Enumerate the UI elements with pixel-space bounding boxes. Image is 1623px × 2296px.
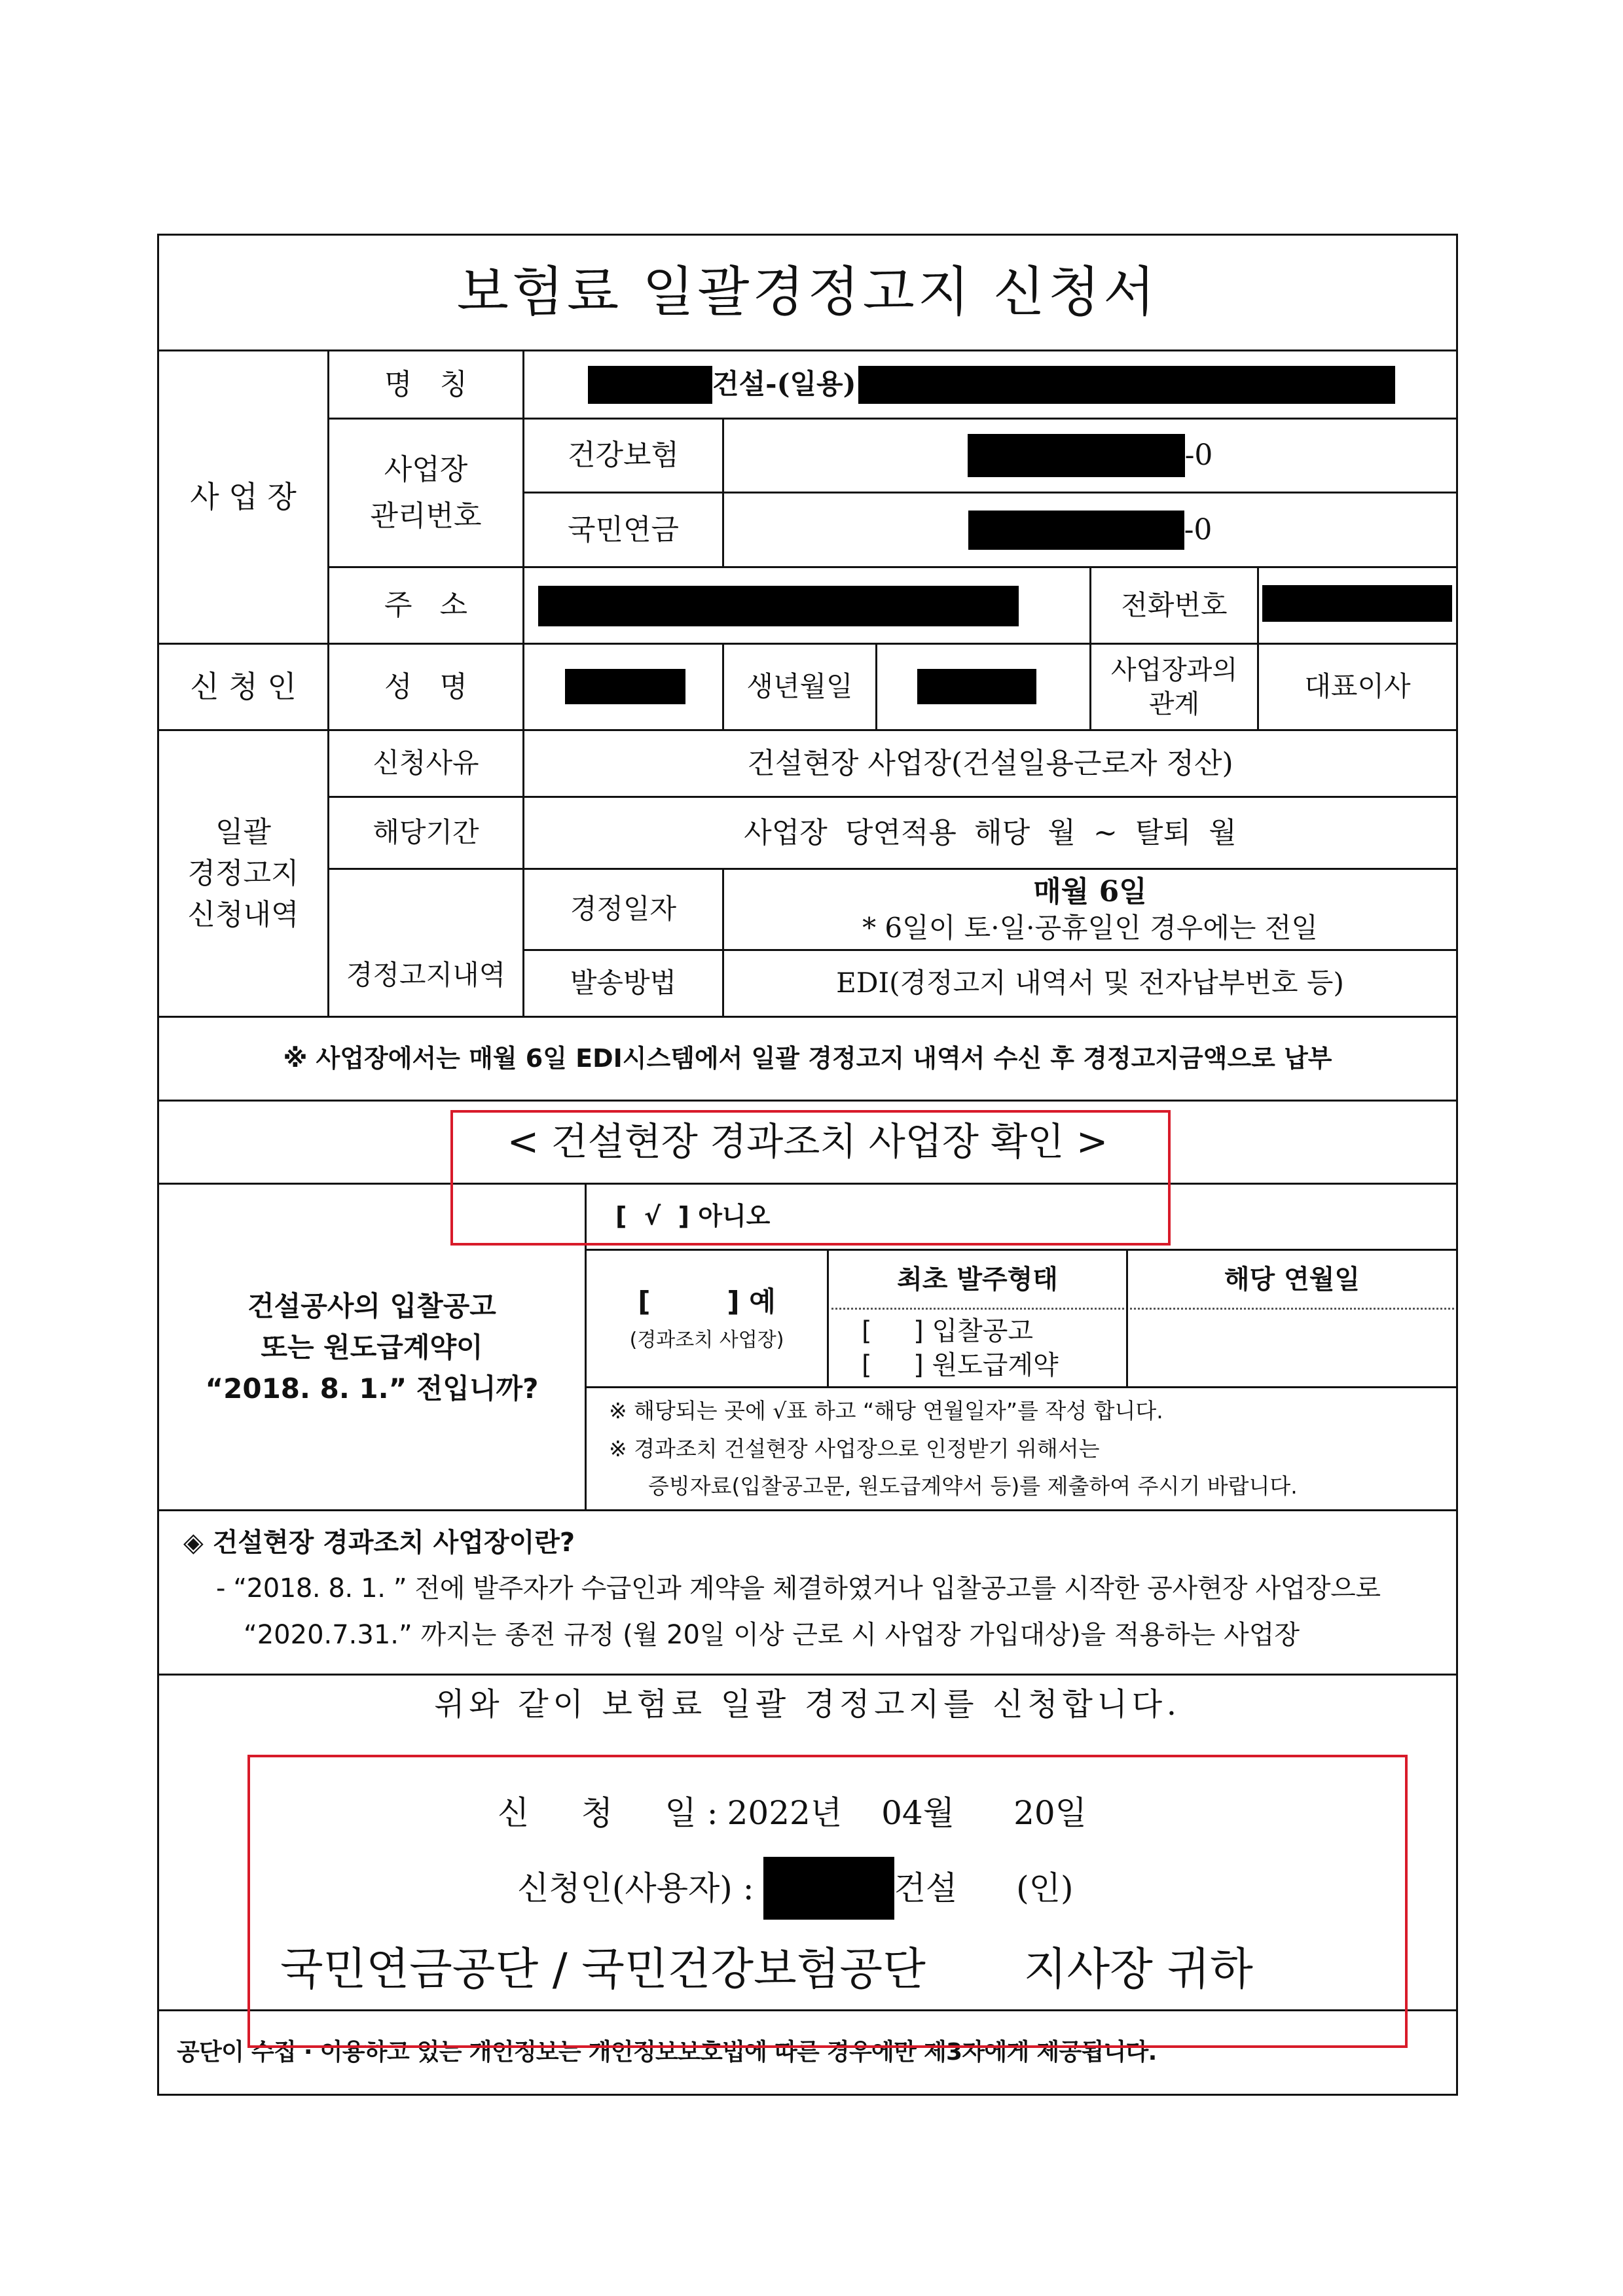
correction-date-label: 경정일자	[570, 893, 677, 925]
first-order-type-header: 최초 발주형태	[897, 1264, 1058, 1295]
seal-mark: (인)	[1016, 1869, 1074, 1907]
redaction-bar	[588, 366, 712, 404]
definition-heading: ◈ 건설현장 경과조치 사업장이란?	[183, 1528, 575, 1558]
order-option-contract[interactable]: [ ] 원도급계약	[862, 1350, 1059, 1380]
option-yes-label: [ ] 예	[638, 1285, 776, 1318]
management-number-label	[329, 420, 522, 566]
rule	[157, 1509, 1458, 1511]
birth-date-label: 생년월일	[746, 670, 853, 703]
recipient-suffix: 지사장 귀하	[1023, 1943, 1253, 1996]
correction-date-note: * 6일이 토·일·공휴일인 경우에는 전일	[862, 911, 1318, 944]
relevant-date-input[interactable]	[1128, 1310, 1456, 1386]
relation-label-line1: 사업장과의	[1110, 655, 1238, 685]
details-section-line2: 경정고지	[187, 856, 299, 890]
option-yes[interactable]	[587, 1251, 827, 1386]
transition-note-3: 증빙자료(입찰공고문, 원도급계약서 등)를 제출하여 주시기 바랍니다.	[648, 1473, 1298, 1499]
correction-date-main: 매월 6일	[1033, 874, 1147, 908]
address-label: 주 소	[384, 588, 467, 622]
transition-question-line3: “2018. 8. 1.” 전입니까?	[205, 1372, 539, 1405]
management-number-label-line2: 관리번호	[370, 499, 482, 533]
rule-bottom	[157, 2094, 1458, 2096]
application-day[interactable]: 20일	[1013, 1793, 1087, 1832]
business-name-value	[588, 351, 1452, 418]
applicant-section-label: 신 청 인	[190, 668, 297, 704]
declaration: 위와 같이 보험료 일괄 경정고지를 신청합니다.	[434, 1685, 1181, 1723]
redaction-bar	[858, 366, 1395, 404]
relation-label-line2: 관계	[1148, 689, 1200, 719]
applicant-employer-label: 신청인(사용자) :	[517, 1869, 754, 1907]
red-highlight-transition	[450, 1110, 1171, 1246]
privacy-footer: 공단이 수집 · 이용하고 있는 개인정보는 개인정보보호법에 따른 경우에만 제3자에게 제공됩니다.	[177, 2038, 1157, 2066]
transition-question-line2: 또는 원도급계약이	[261, 1331, 483, 1363]
application-date-label: 신 청 일 :	[498, 1793, 718, 1832]
definition-line-2: “2020.7.31.” 까지는 종전 규정 (월 20일 이상 근로 시 사업장 가입대상)을 적용하는 사업장	[244, 1620, 1300, 1650]
transition-note-2: ※ 경과조치 건설현장 사업장으로 인정받기 위해서는	[609, 1435, 1100, 1462]
applicant-name-label: 성 명	[384, 670, 467, 704]
form-title: 보험료 일괄경정고지 신청서	[456, 260, 1159, 323]
national-pension-number	[724, 493, 1456, 566]
applicant-name-redaction	[565, 669, 685, 704]
recipient-organization: 국민연금공단 / 국민건강보험공단	[280, 1943, 926, 1996]
reason-label: 신청사유	[373, 747, 479, 780]
national-pension-label: 국민연금	[567, 512, 679, 547]
period-label: 해당기간	[373, 816, 479, 849]
payment-notice: ※ 사업장에서는 매월 6일 EDI시스템에서 일괄 경정고지 내역서 수신 후 경정고지금액으로 납부	[283, 1043, 1332, 1073]
relation-value: 대표이사	[1304, 670, 1411, 703]
red-highlight-signature	[247, 1755, 1408, 2048]
applicant-company-suffix: 건설	[894, 1869, 958, 1907]
option-no[interactable]: [ √ ] 아니오	[615, 1202, 771, 1231]
relation-label	[1091, 645, 1257, 729]
transition-question-line1: 건설공사의 입찰공고	[247, 1289, 496, 1322]
relevant-date-header: 해당 연월일	[1224, 1264, 1360, 1295]
business-name-label: 명 칭	[384, 367, 467, 401]
phone-redaction	[1262, 585, 1452, 622]
business-name-text: 건설-(일용)	[712, 368, 856, 401]
correction-date-value	[724, 870, 1456, 949]
address-redaction	[538, 586, 1019, 626]
transition-heading: < 건설현장 경과조치 사업장 확인 >	[507, 1119, 1108, 1164]
order-option-bid[interactable]: [ ] 입찰공고	[862, 1316, 1034, 1346]
option-yes-sublabel: (경과조치 사업장)	[629, 1329, 784, 1352]
delivery-method-label: 발송방법	[570, 967, 677, 999]
management-number-label-line1: 사업장	[384, 452, 468, 486]
col-rule	[875, 643, 877, 729]
application-year[interactable]: 2022년	[727, 1793, 843, 1832]
redaction-bar	[968, 511, 1184, 550]
details-section-label	[159, 731, 327, 1016]
period-value: 사업장 당연적용 해당 월 ~ 탈퇴 월	[744, 816, 1237, 850]
delivery-method-value: EDI(경정고지 내역서 및 전자납부번호 등)	[836, 967, 1344, 999]
details-section-line3: 신청내역	[187, 898, 299, 932]
transition-notes	[609, 1388, 1453, 1509]
redaction-bar	[968, 434, 1185, 477]
health-insurance-suffix: -0	[1184, 439, 1213, 473]
transition-note-1: ※ 해당되는 곳에 √표 하고 “해당 연월일자”를 작성 합니다.	[609, 1397, 1163, 1424]
definition-line-1: - “2018. 8. 1. ” 전에 발주자가 수급인과 계약을 체결하였거나 입찰공고를 시작한 공사현장 사업장으로	[216, 1573, 1381, 1604]
notice-details-label: 경정고지내역	[346, 959, 506, 992]
first-order-type-options	[829, 1310, 1126, 1386]
reason-value: 건설현장 사업장(건설일용근로자 정산)	[747, 746, 1233, 780]
national-pension-suffix: -0	[1184, 512, 1213, 547]
application-month[interactable]: 04월	[881, 1793, 955, 1832]
border-right	[1456, 234, 1458, 2096]
details-section-line1: 일괄	[215, 815, 271, 849]
birth-date-redaction	[917, 669, 1036, 704]
health-insurance-label: 건강보험	[567, 439, 679, 473]
phone-label: 전화번호	[1121, 588, 1228, 621]
health-insurance-number	[724, 420, 1456, 492]
business-section-label: 사 업 장	[190, 478, 297, 514]
